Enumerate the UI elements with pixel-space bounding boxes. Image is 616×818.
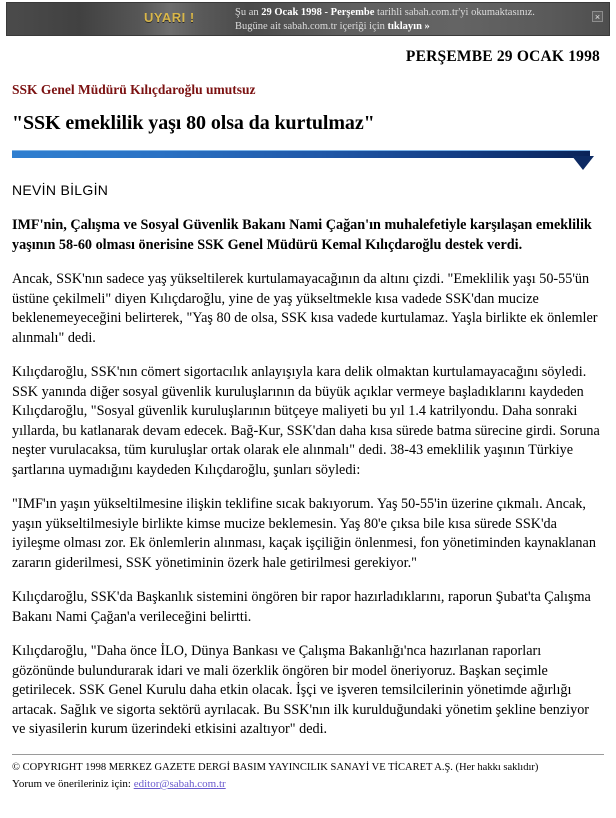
article-paragraph: "IMF'ın yaşın yükseltilmesine ilişkin teklifine sıcak bakıyorum. Yaş 50-55'in üzerine çıkmalı. Ancak, yaşın yükseltilmesiyle birlikte kimse mucize beklemesin. Yaş 80'e çıksa bile kısa sürede SSK'da iyileşme olması zor. Ek önlemlerin alınması, kaçak işçiliğin önlenmesi, fon yönetiminden kaynaklanan zararın giderilmesi, SSK yönetiminin özerk hale getirilmesi gerekiyor." [12, 496, 596, 571]
article-paragraph: Kılıçdaroğlu, SSK'da Başkanlık sistemini öngören bir rapor hazırladıklarını, raporun Şubat'ta Çalışma Bakanı Nami Çağan'a verileceğini belirtti. [12, 589, 591, 625]
article-paragraph: Kılıçdaroğlu, "Daha önce İLO, Dünya Bankası ve Çalışma Bakanlığı'nca hazırlanan raporları gözönünde bulundurarak idari ve mali özerklik öngören bir model öneriyoruz. Başkan seçimle getirilecek. SSK Genel Kurulu daha etkin olacak. İşçi ve işveren temsilcilerinin yönetimde ağırlığı artacak. Sağlık ve sigorta sektörü ayrılacak. Bu SSK'nın ilk kurulduğundaki yönetim şekline benziyor ve siyasilerin kurum üzerindeki etkisini azaltıyor" dedi. [12, 643, 590, 738]
feedback-label: Yorum ve önerileriniz için: [12, 777, 134, 790]
article-paragraph: Ancak, SSK'nın sadece yaş yükseltilerek kurtulamayacağının da altını çizdi. "Emeklilik yaşı 50-55'ün üstüne çekilmeli" diyen Kılıçdaroğlu, yine de yaş yükseltmekle kısa vadede SSK'dan mucize beklenemeyeceğini belirterek, "Yaş 80 de olsa, SSK kısa vadede kurtulamaz. Yaşla birlikte ek önlemler alınmalı" dedi. [12, 271, 598, 346]
warning-line-2-prefix: Bugüne ait sabah.com.tr içeriği için [235, 21, 388, 32]
triangle-down-icon [572, 156, 594, 170]
page-footer [12, 754, 604, 792]
feedback-line [12, 776, 604, 792]
warning-date-bold: 29 Ocak 1998 - Perşembe [261, 7, 375, 18]
page-title: "SSK emeklilik yaşı 80 olsa da kurtulmaz" [12, 112, 375, 134]
close-icon[interactable]: × [592, 11, 603, 22]
warning-line-2 [235, 20, 535, 34]
uyari-logo: UYARI ! [144, 10, 195, 25]
article-byline: NEVİN BİLGİN [12, 182, 109, 199]
today-content-link[interactable]: tıklayın » [387, 21, 430, 32]
article-lead: IMF'nin, Çalışma ve Sosyal Güvenlik Bakanı Nami Çağan'ın muhalefetiyle karşılaşan emeklilik yaşının 58-60 olması önerisine SSK Genel Müdürü Kemal Kılıçdaroğlu destek verdi. [12, 217, 592, 253]
editor-email-link[interactable]: editor@sabah.com.tr [133, 777, 226, 790]
article-container [0, 48, 616, 740]
publication-date: PERŞEMBE 29 OCAK 1998 [405, 48, 600, 65]
headline-divider [12, 148, 604, 170]
divider-bar [12, 150, 590, 158]
copyright-notice: © COPYRIGHT 1998 MERKEZ GAZETE DERGİ BASIM YAYINCILIK SANAYİ VE TİCARET A.Ş. (Her hakkı saklıdır) [12, 761, 539, 773]
warning-line-1-prefix: Şu an [235, 7, 262, 18]
article-paragraph: Kılıçdaroğlu, SSK'nın cömert sigortacılık anlayışıyla kara delik olmaktan kurtulamayacağını söyledi. SSK yanında diğer sosyal güvenlik kuruluşlarının da büyük açıklar vermeye başladıklarını kaydeden Kılıçdaroğlu, "Sosyal güvenlik kuruluşlarının bütçeye maliyeti bu yıl 1.4 katrilyondu. Daha sonraki yıllarda, bu katlanarak devam edecek. Bağ-Kur, SSK'dan daha kısa sürede batma sürecine girdi. Soruna neşter vurulacaksa, tüm kuruluşlar ortak olarak ele alınmalı" dedi. 38-43 emeklilik yaşının Türkiye şartlarına uymadığını kaydeden Kılıçdaroğlu, şunları söyledi: [12, 364, 600, 478]
article-kicker: SSK Genel Müdürü Kılıçdaroğlu umutsuz [12, 82, 256, 97]
warning-line-1-suffix: tarihli sabah.com.tr'yi okumaktasınız. [374, 7, 535, 18]
archive-warning-banner [6, 2, 610, 36]
warning-message [235, 6, 535, 34]
warning-line-1 [235, 6, 535, 20]
